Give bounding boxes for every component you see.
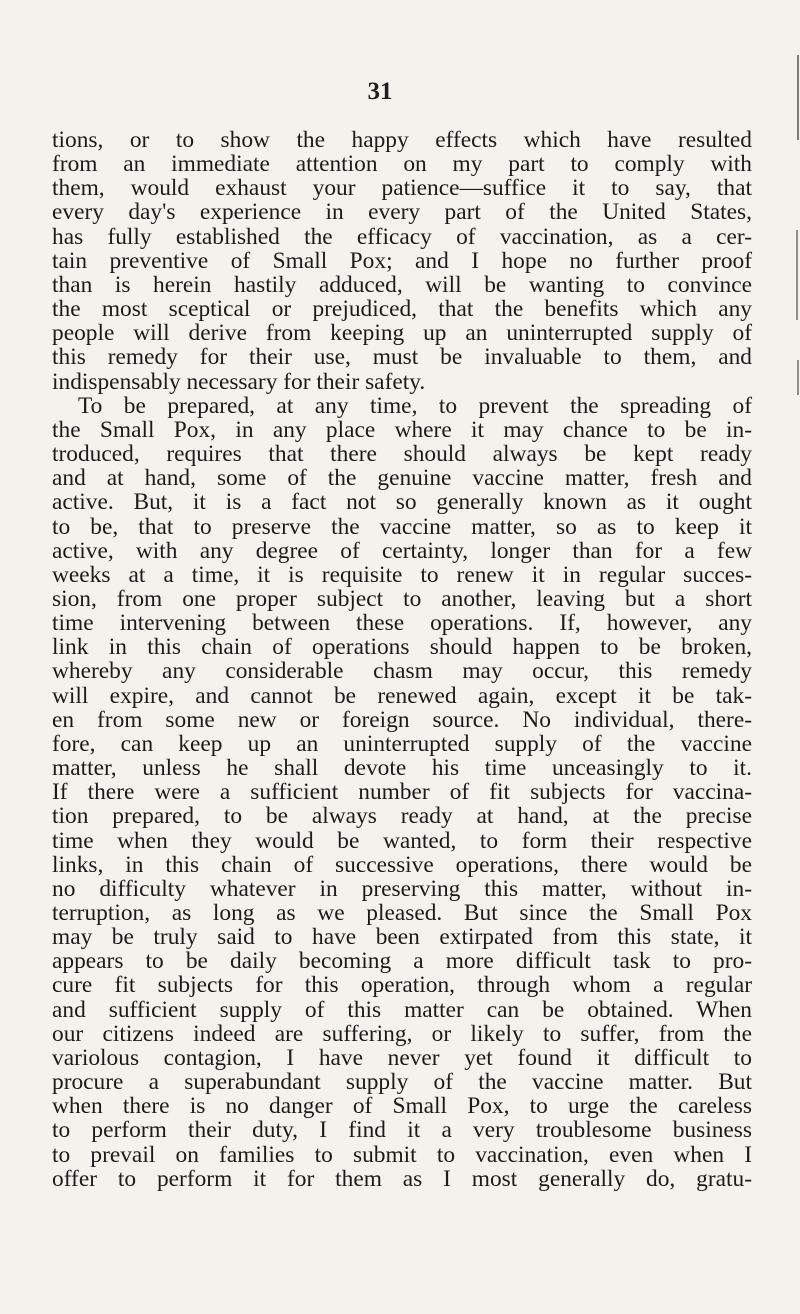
text-line: will expire, and cannot be renewed again, except it be tak- <box>52 682 752 709</box>
text-line: cure fit subjects for this operation, through whom a regular <box>52 972 752 999</box>
text-line: To be prepared, at any time, to prevent the spreading of <box>78 392 752 419</box>
text-line: to perform their duty, I find it a very troublesome business <box>52 1117 752 1144</box>
text-line: If there were a sufficient number of fit subjects for vaccina- <box>52 779 752 806</box>
text-line: time intervening between these operations. If, however, any <box>52 610 752 637</box>
text-line: this remedy for their use, must be invaluable to them, and <box>52 344 752 371</box>
text-line: active. But, it is a fact not so generally known as it ought <box>52 489 752 516</box>
text-line: sion, from one proper subject to another, leaving but a short <box>52 585 752 612</box>
text-line: offer to perform it for them as I most generally do, gratu- <box>52 1165 752 1192</box>
text-line: people will derive from keeping up an uninterrupted supply of <box>52 320 752 347</box>
text-line: appears to be daily becoming a more difficult task to pro- <box>52 948 752 975</box>
text-line: weeks at a time, it is requisite to renew it in regular succes- <box>52 561 752 588</box>
text-line: link in this chain of operations should happen to be broken, <box>52 634 752 661</box>
text-line: our citizens indeed are suffering, or likely to suffer, from the <box>52 1020 752 1047</box>
page-edge-marks <box>792 0 800 1314</box>
text-line: links, in this chain of successive operations, there would be <box>52 851 752 878</box>
text-line: to prevail on families to submit to vaccination, even when I <box>52 1141 752 1168</box>
text-line: the Small Pox, in any place where it may chance to be in- <box>52 416 752 443</box>
text-line: when there is no danger of Small Pox, to urge the careless <box>52 1093 752 1120</box>
text-line: tions, or to show the happy effects which have resulted <box>52 127 752 153</box>
text-line: tain preventive of Small Pox; and I hope no further proof <box>52 247 752 274</box>
text-line: variolous contagion, I have never yet found it difficult to <box>52 1044 752 1071</box>
text-line: whereby any considerable chasm may occur, this remedy <box>52 658 752 685</box>
page-number: 31 <box>367 78 393 105</box>
text-line: active, with any degree of certainty, longer than for a few <box>52 537 752 564</box>
text-line: troduced, requires that there should always be kept ready <box>52 441 752 468</box>
text-line: time when they would be wanted, to form their respective <box>52 827 752 854</box>
text-line: may be truly said to have been extirpated from this state, it <box>52 924 752 951</box>
text-line: the most sceptical or prejudiced, that the benefits which any <box>52 296 752 323</box>
text-line: no difficulty whatever in preserving this matter, without in- <box>52 875 752 902</box>
text-line: terruption, as long as we pleased. But since the Small Pox <box>52 900 752 926</box>
text-line: to be, that to preserve the vaccine matter, so as to keep it <box>52 513 752 540</box>
text-line: en from some new or foreign source. No individual, there- <box>52 706 752 733</box>
text-line: procure a superabundant supply of the vaccine matter. But <box>52 1069 752 1096</box>
text-line: tion prepared, to be always ready at hand, at the precise <box>52 803 752 830</box>
body-text <box>52 128 752 1191</box>
text-line: every day's experience in every part of the United States, <box>52 199 752 226</box>
text-line: fore, can keep up an uninterrupted supply of the vaccine <box>52 730 752 757</box>
text-line: than is herein hastily adduced, will be wanting to convince <box>52 271 752 298</box>
text-line: and sufficient supply of this matter can be obtained. When <box>52 996 752 1023</box>
text-line: them, would exhaust your patience—suffice it to say, that <box>52 175 752 202</box>
text-line: and at hand, some of the genuine vaccine matter, fresh and <box>52 465 752 492</box>
text-line: from an immediate attention on my part to comply with <box>52 151 752 178</box>
text-line: has fully established the efficacy of vaccination, as a cer- <box>52 223 752 250</box>
text-line: indispensably necessary for their safety. <box>52 368 426 395</box>
text-line: matter, unless he shall devote his time unceasingly to it. <box>52 755 752 782</box>
